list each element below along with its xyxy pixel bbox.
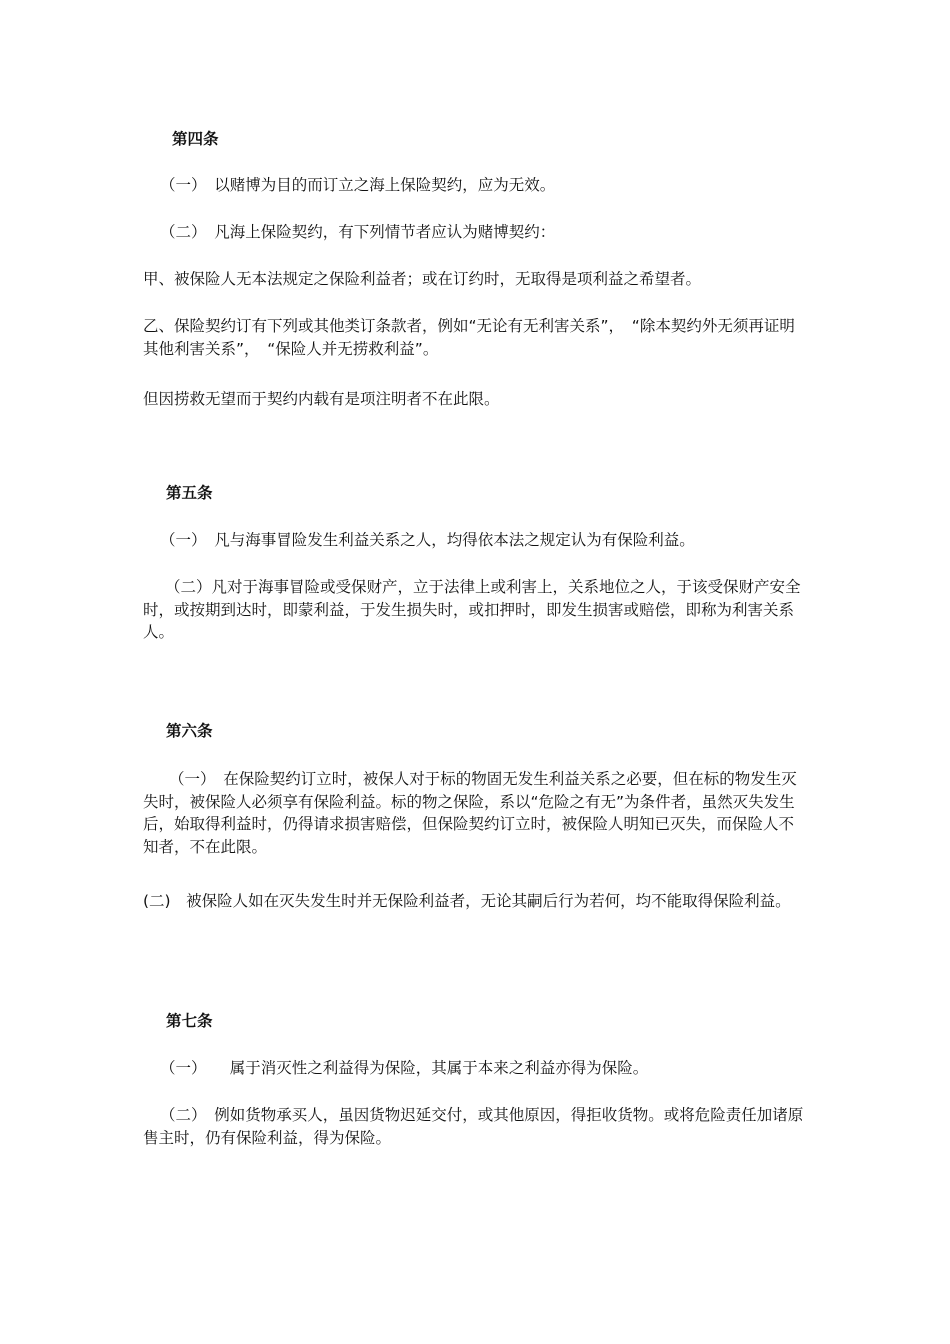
article-4-item-jia: 甲、被保险人无本法规定之保险利益者；或在订约时，无取得是项利益之希望者。: [143, 270, 702, 288]
article-heading-7: 第七条: [166, 1012, 213, 1030]
article-7-clause-2: （二） 例如货物承买人，虽因货物迟延交付，或其他原因，得拒收货物。或将危险责任加诸原售主时，仍有保险利益，得为保险。: [143, 1106, 804, 1147]
article-heading-4: 第四条: [172, 130, 219, 148]
article-4-clause-2: （二） 凡海上保险契约，有下列情节者应认为赌博契约：: [160, 223, 556, 241]
article-heading-6: 第六条: [166, 722, 213, 740]
article-4-item-yi: 乙、保险契约订有下列或其他类订条款者，例如“无论有无利害关系”， “除本契约外无须再证明其他利害关系”， “保险人并无捞救利益”。: [143, 317, 795, 358]
article-5-clause-2: （二）凡对于海事冒险或受保财产，立于法律上或利害上，关系地位之人，于该受保财产安全时，或按期到达时，即蒙利益，于发生损失时，或扣押时，即发生损害或赔偿，即称为利害关系人。: [143, 578, 801, 641]
article-6-clause-2: (二) 被保险人如在灭失发生时并无保险利益者，无论其嗣后行为若何，均不能取得保险利益。: [143, 892, 791, 910]
article-7-clause-1: （一） 属于消灭性之利益得为保险，其属于本来之利益亦得为保险。: [160, 1059, 649, 1077]
article-heading-5: 第五条: [166, 484, 213, 502]
article-5-clause-1: （一） 凡与海事冒险发生利益关系之人，均得依本法之规定认为有保险利益。: [160, 531, 695, 549]
article-4-clause-1: （一） 以赌博为目的而订立之海上保险契约，应为无效。: [160, 176, 556, 194]
article-4-proviso: 但因捞救无望而于契约内载有是项注明者不在此限。: [143, 390, 500, 408]
article-6-clause-1: （一） 在保险契约订立时，被保人对于标的物固无发生利益关系之必要，但在标的物发生灭失时，被保险人必须享有保险利益。标的物之保险，系以“危险之有无”为条件者，虽然灭失发生后，始取得利益时，仍得请求损害赔偿，但保险契约订立时，被保险人明知已灭失，而保险人不知者，不在此限。: [143, 770, 797, 856]
